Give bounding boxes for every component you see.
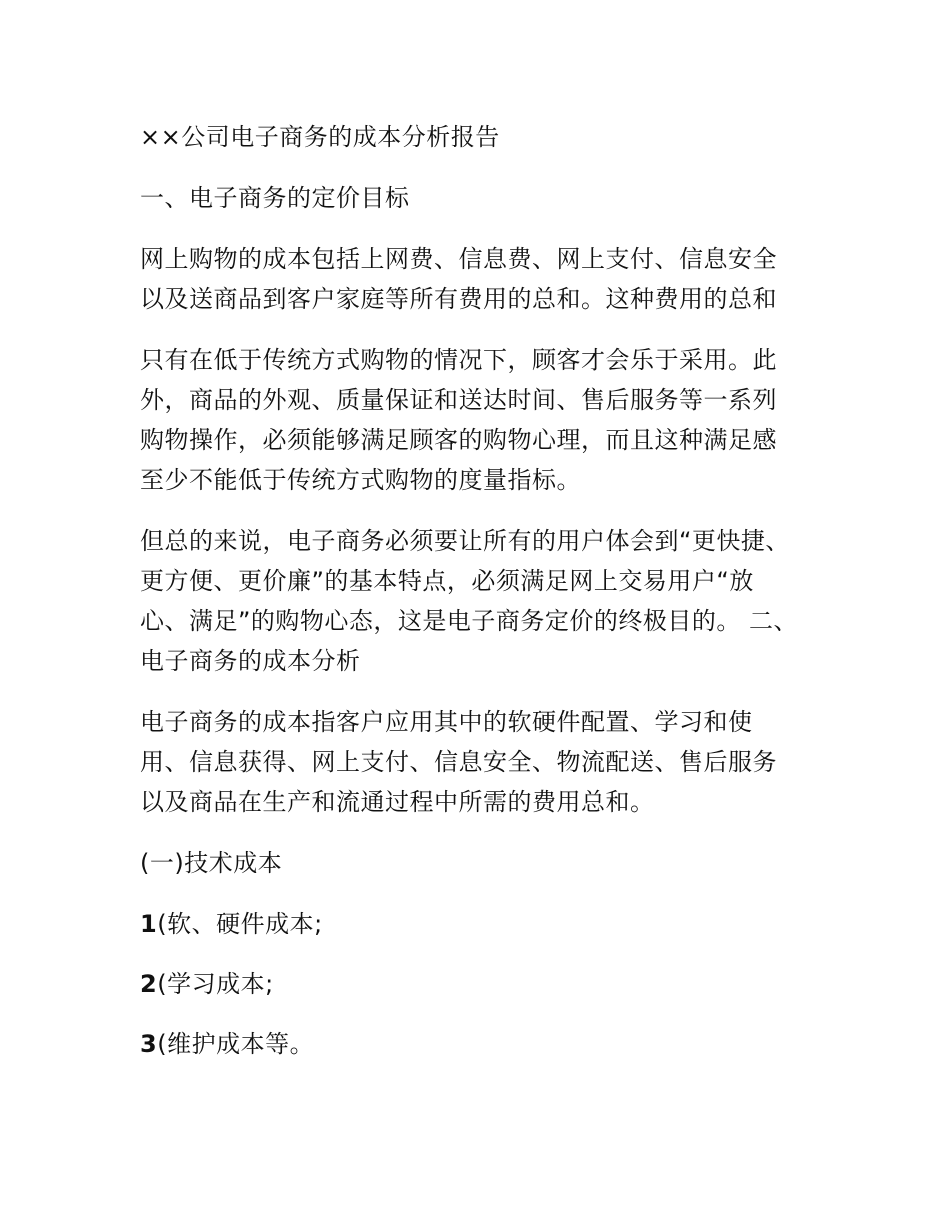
document-title: ××公司电子商务的成本分析报告 (140, 123, 500, 151)
document-body (140, 117, 800, 1084)
list-item-number: 1 (140, 910, 158, 938)
list-item-text: (维护成本等。 (157, 1030, 315, 1058)
paragraph-customer-adoption: 只有在低于传统方式购物的情况下，顾客才会乐于采用。此外，商品的外观、质量保证和送达时间、售后服务等一系列购物操作，必须能够满足顾客的购物心理，而且这种满足感至少不能低于传统方式购物的度量指标。 (140, 346, 777, 494)
list-item (140, 1024, 800, 1064)
subsection-heading-technical-cost: (一)技术成本 (140, 849, 283, 877)
list-item (140, 964, 800, 1004)
paragraph-online-shopping-cost: 网上购物的成本包括上网费、信息费、网上支付、信息安全以及送商品到客户家庭等所有费用的总和。这种费用的总和 (140, 245, 777, 313)
list-item-text: (软、硬件成本; (157, 910, 323, 938)
paragraph-pricing-ultimate-goal: 但总的来说，电子商务必须要让所有的用户体会到“更快捷、更方便、更价廉”的基本特点，必须满足网上交易用户“放心、满足”的购物心态，这是电子商务定价的终极目的。 二、电子商务的成本分析 (140, 527, 799, 675)
list-item-number: 2 (140, 970, 158, 998)
list-item (140, 904, 800, 944)
section-heading-pricing-goal: 一、电子商务的定价目标 (140, 184, 410, 212)
list-item-text: (学习成本; (157, 970, 274, 998)
paragraph-cost-definition: 电子商务的成本指客户应用其中的软硬件配置、学习和使用、信息获得、网上支付、信息安全、物流配送、售后服务以及商品在生产和流通过程中所需的费用总和。 (140, 708, 777, 816)
list-item-number: 3 (140, 1030, 158, 1058)
